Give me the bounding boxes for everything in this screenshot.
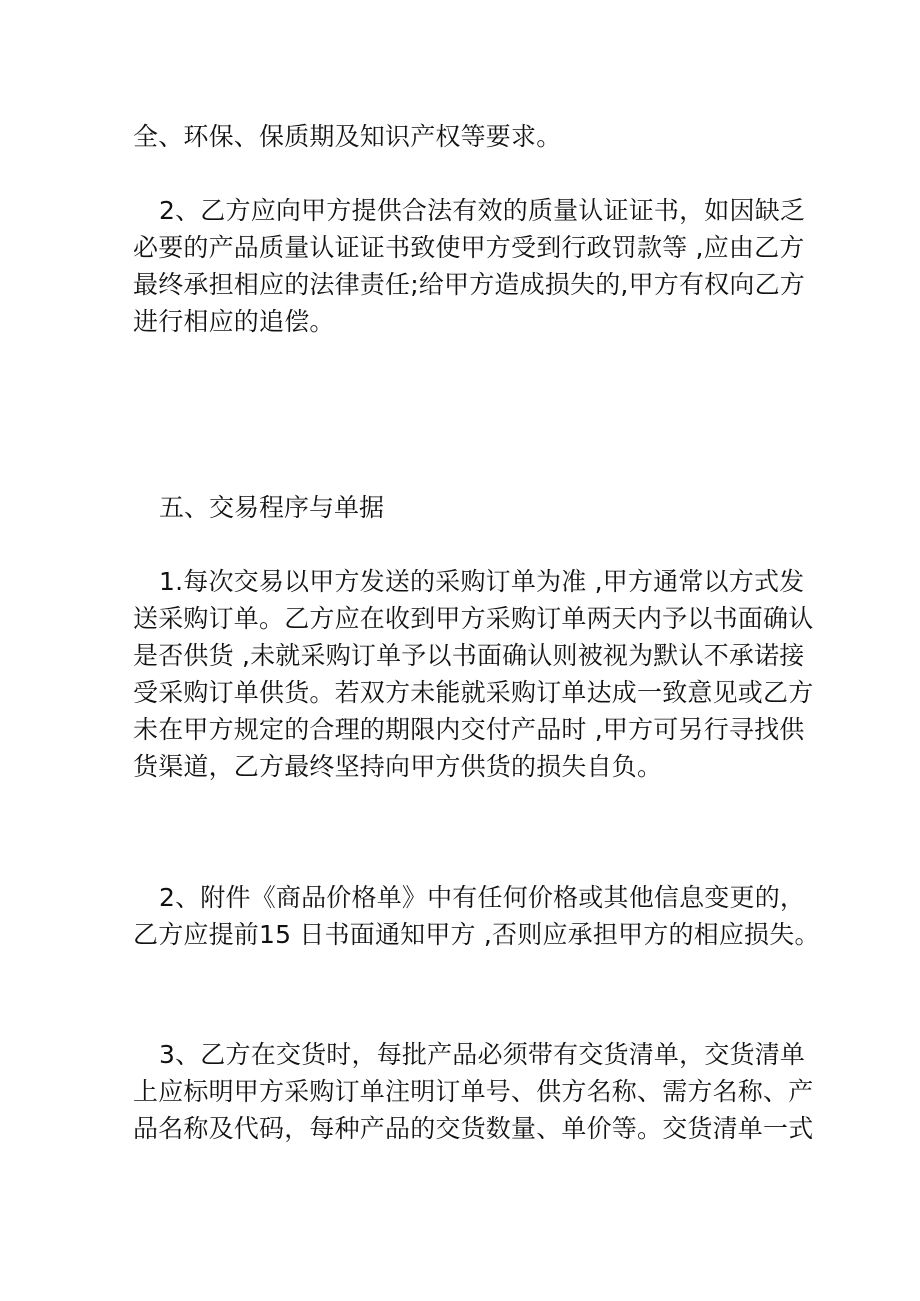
text-line: 必要的产品质量认证证书致使甲方受到行政罚款等 ,应由乙方	[133, 233, 805, 262]
paragraph-purchase-order	[133, 563, 814, 785]
text-line: 进行相应的追偿。	[133, 307, 335, 336]
text-line: 品名称及代码，每种产品的交货数量、单价等。交货清单一式	[133, 1114, 814, 1143]
text-line: 全、环保、保质期及知识产权等要求。	[133, 122, 562, 151]
text-line: 2、附件《商品价格单》中有任何价格或其他信息变更的，	[159, 883, 806, 912]
text-line: 3、乙方在交货时，每批产品必须带有交货清单，交货清单	[159, 1040, 806, 1069]
text-line: 2、乙方应向甲方提供合法有效的质量认证证书，如因缺乏	[159, 196, 806, 225]
text-line: 是否供货 ,未就采购订单予以书面确认则被视为默认不承诺接	[133, 641, 805, 670]
text-line: 受采购订单供货。若双方未能就采购订单达成一致意见或乙方	[133, 678, 814, 707]
text-line: 货渠道，乙方最终坚持向甲方供货的损失自负。	[133, 752, 663, 781]
paragraph-quality-certificate	[133, 192, 808, 340]
text-line: 乙方应提前15 日书面通知甲方 ,否则应承担甲方的相应损失。	[133, 920, 820, 949]
paragraph-delivery-list	[133, 1036, 814, 1147]
section-heading: 五、交易程序与单据	[159, 493, 385, 522]
paragraph-price-list	[133, 879, 820, 953]
text-line: 1.每次交易以甲方发送的采购订单为准 ,甲方通常以方式发	[159, 567, 805, 596]
text-line: 送采购订单。乙方应在收到甲方采购订单两天内予以书面确认	[133, 604, 814, 633]
paragraph-continuation	[133, 118, 808, 155]
text-line: 上应标明甲方采购订单注明订单号、供方名称、需方名称、产	[133, 1077, 814, 1106]
text-line: 未在甲方规定的合理的期限内交付产品时 ,甲方可另行寻找供	[133, 715, 805, 744]
text-line: 最终承担相应的法律责任;给甲方造成损失的,甲方有权向乙方	[133, 270, 805, 299]
